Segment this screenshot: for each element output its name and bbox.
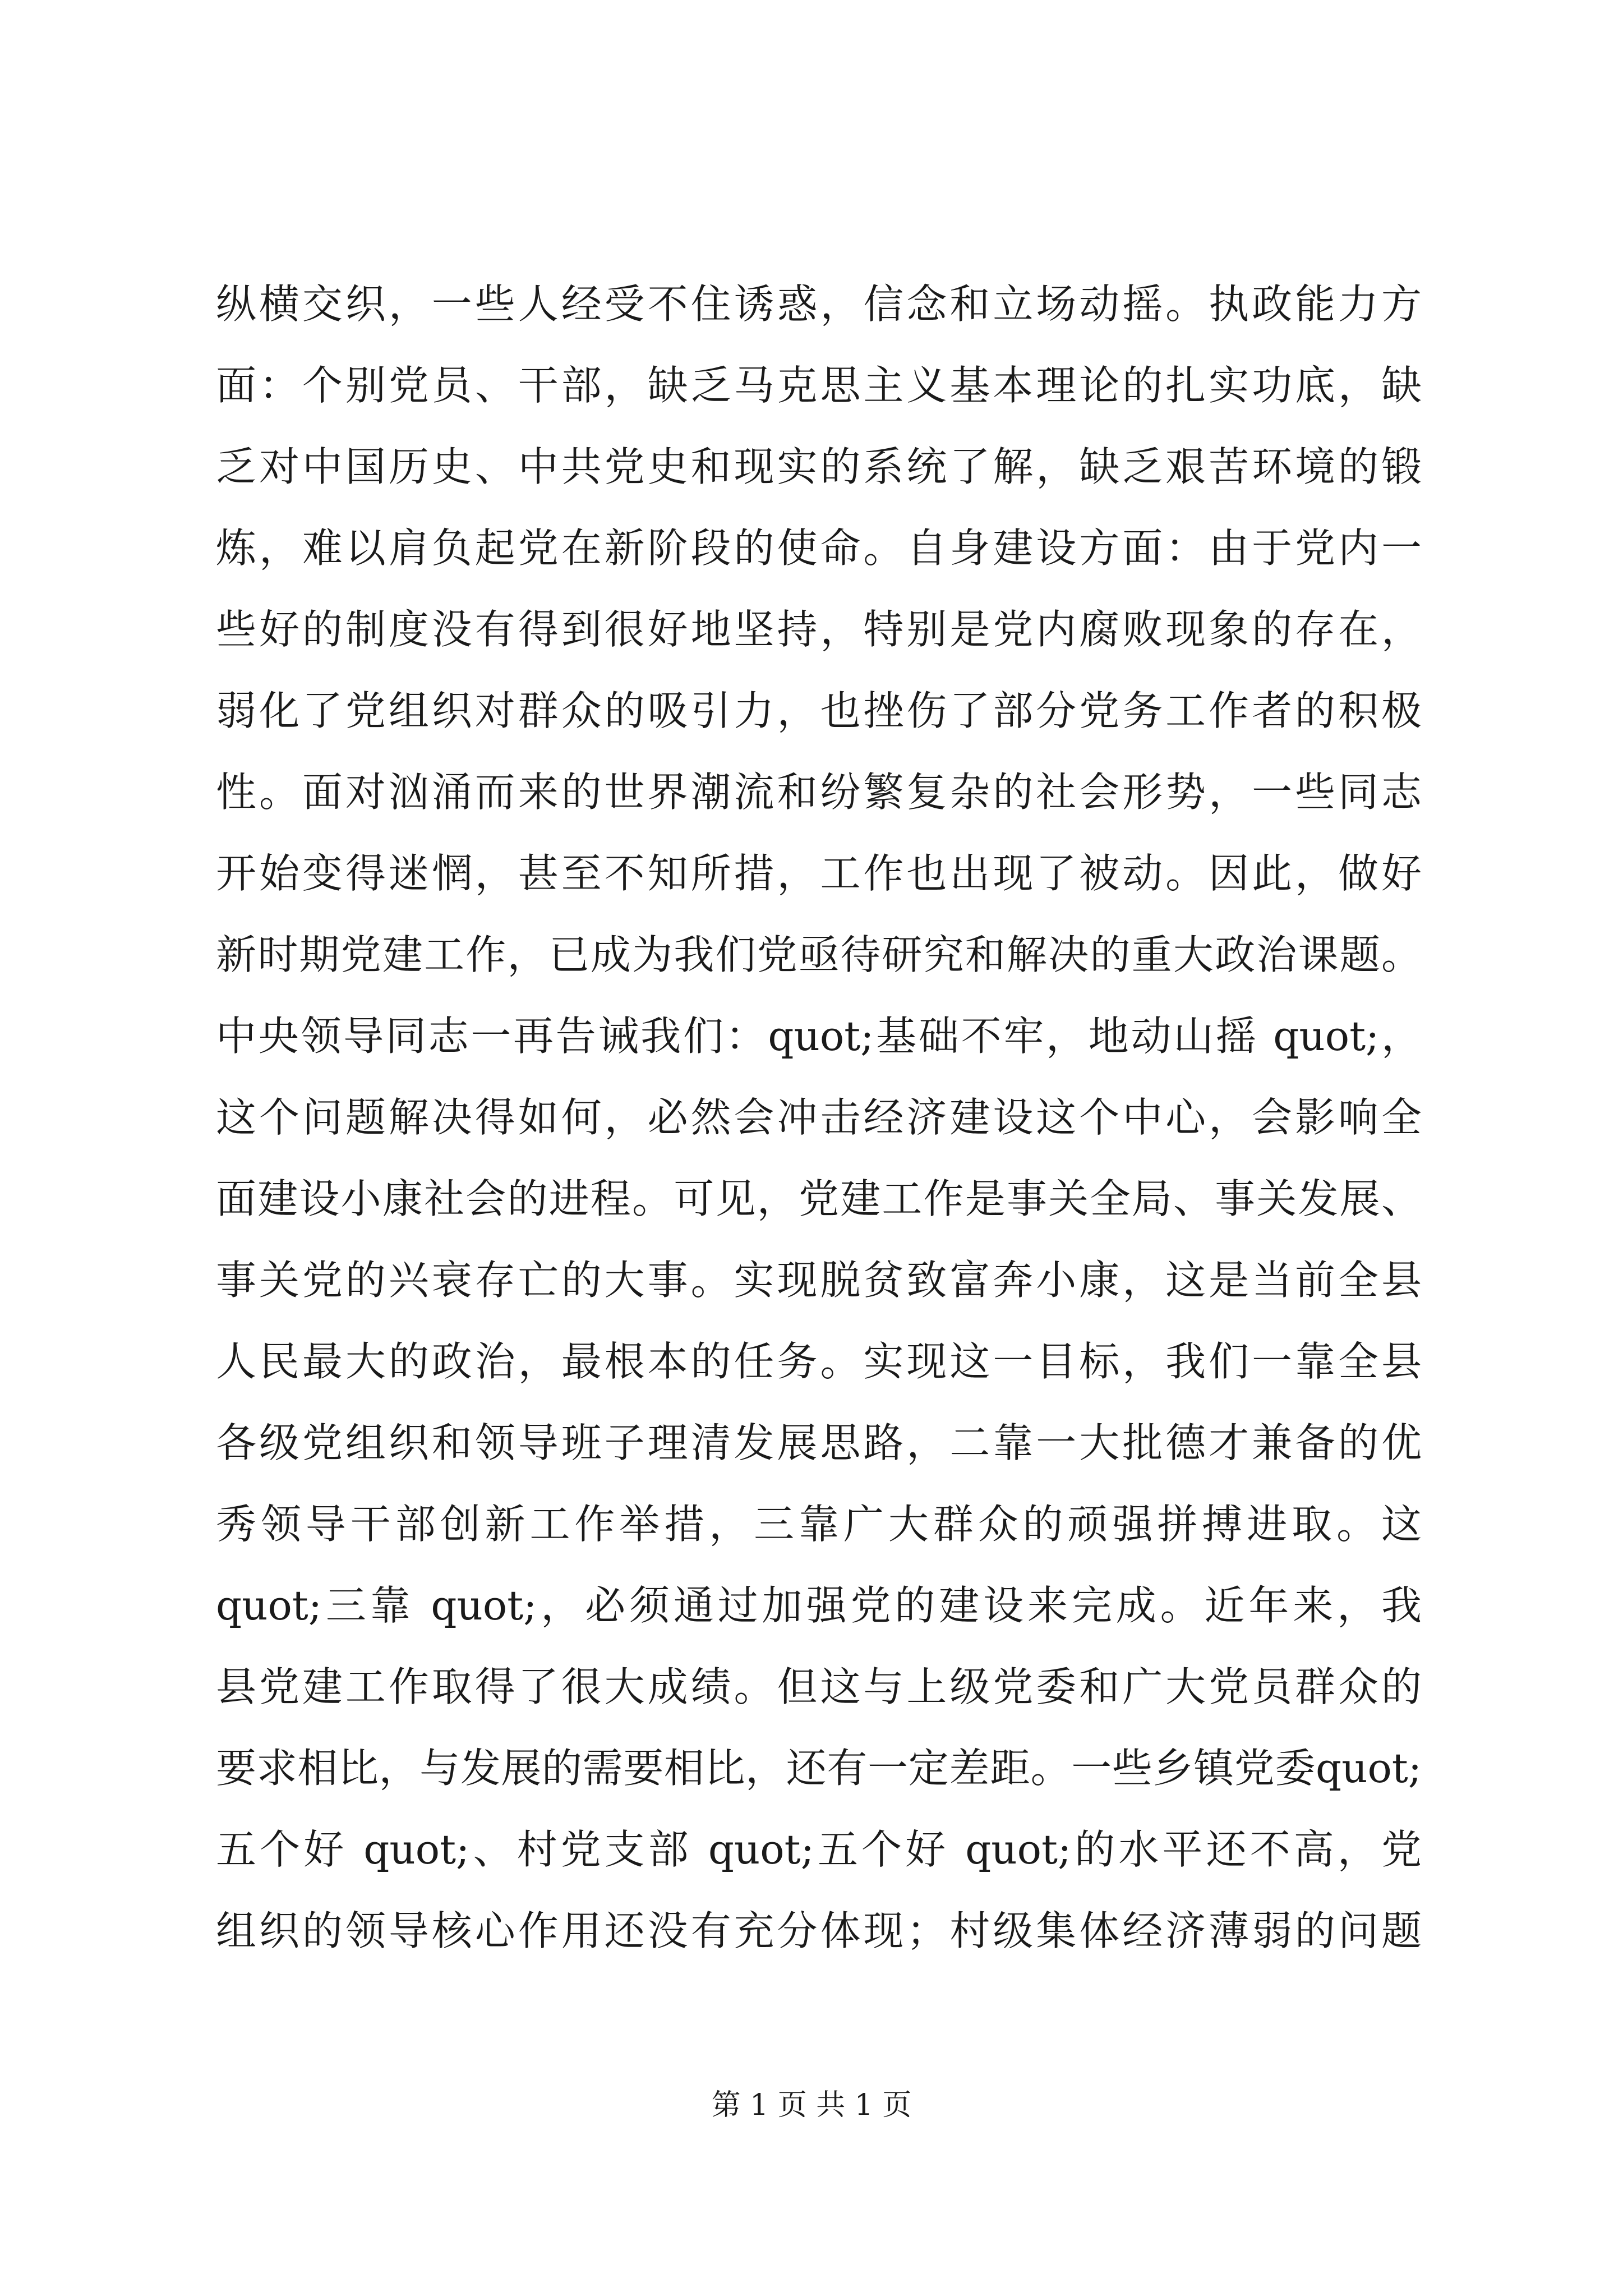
text-line: 些好的制度没有得到很好地坚持，特别是党内腐败现象的存在， — [216, 606, 1422, 653]
text-line: 五个好 quot;、村党支部 quot;五个好 quot;的水平还不高，党 — [216, 1826, 1422, 1873]
text-line: 开始变得迷惘，甚至不知所措，工作也出现了被动。因此，做好 — [216, 850, 1422, 897]
text-line: 组织的领导核心作用还没有充分体现；村级集体经济薄弱的问题 — [216, 1907, 1422, 1954]
text-line: 秀领导干部创新工作举措，三靠广大群众的顽强拼搏进取。这 — [216, 1501, 1422, 1548]
text-line: 要求相比，与发展的需要相比，还有一定差距。一些乡镇党委quot; — [216, 1745, 1422, 1792]
text-line: 性。面对汹涌而来的世界潮流和纷繁复杂的社会形势，一些同志 — [216, 769, 1422, 816]
text-line: 事关党的兴衰存亡的大事。实现脱贫致富奔小康，这是当前全县 — [216, 1257, 1422, 1304]
text-line: 各级党组织和领导班子理清发展思路，二靠一大批德才兼备的优 — [216, 1419, 1422, 1466]
text-line: 县党建工作取得了很大成绩。但这与上级党委和广大党员群众的 — [216, 1663, 1422, 1710]
text-line: 新时期党建工作，已成为我们党亟待研究和解决的重大政治课题。 — [216, 931, 1422, 978]
text-line: quot;三靠 quot;，必须通过加强党的建设来完成。近年来，我 — [216, 1582, 1422, 1629]
text-line: 乏对中国历史、中共党史和现实的系统了解，缺乏艰苦环境的锻 — [216, 443, 1422, 490]
page-number-footer: 第 1 页 共 1 页 — [711, 2088, 912, 2122]
text-line: 中央领导同志一再告诫我们：quot;基础不牢，地动山摇 quot;， — [216, 1013, 1422, 1060]
text-line: 纵横交织，一些人经受不住诱惑，信念和立场动摇。执政能力方 — [216, 280, 1422, 328]
body-text — [216, 264, 1422, 1972]
text-line: 人民最大的政治，最根本的任务。实现这一目标，我们一靠全县 — [216, 1338, 1422, 1385]
text-line: 面建设小康社会的进程。可见，党建工作是事关全局、事关发展、 — [216, 1175, 1422, 1222]
text-line: 弱化了党组织对群众的吸引力，也挫伤了部分党务工作者的积极 — [216, 687, 1422, 734]
text-line: 面：个别党员、干部，缺乏马克思主义基本理论的扎实功底，缺 — [216, 362, 1422, 409]
text-line: 这个问题解决得如何，必然会冲击经济建设这个中心，会影响全 — [216, 1094, 1422, 1141]
text-line: 炼，难以肩负起党在新阶段的使命。自身建设方面：由于党内一 — [216, 524, 1422, 572]
